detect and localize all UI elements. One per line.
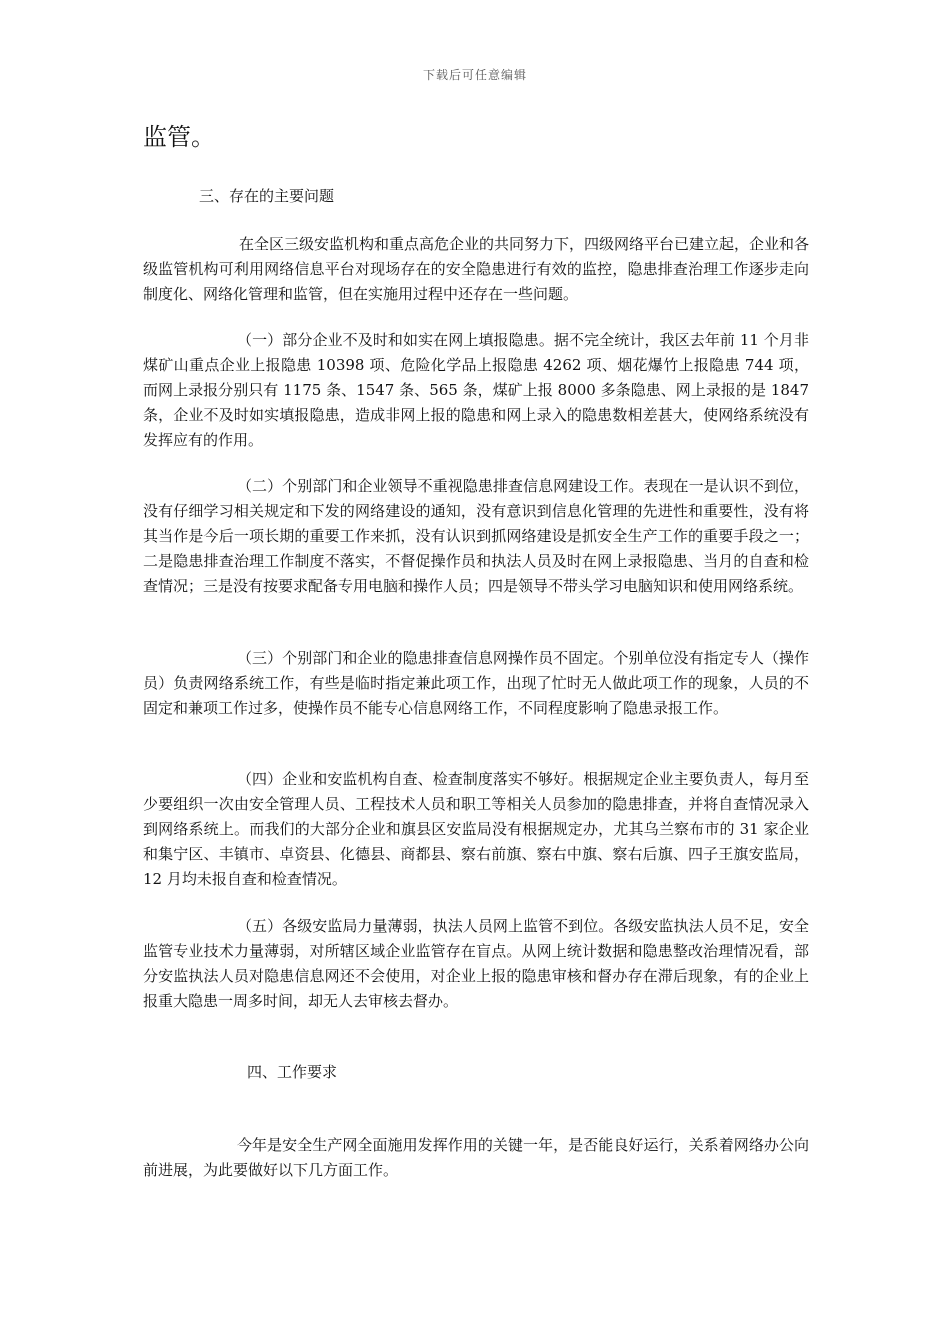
carryover-text: 监管。	[143, 123, 215, 151]
page-header-note: 下载后可任意编辑	[422, 68, 527, 82]
section-heading-requirements: 四、工作要求	[247, 1063, 338, 1081]
section3-intro-paragraph: 在全区三级安监机构和重点高危企业的共同努力下，四级网络平台已建立起，企业和各级监管机构可利用网络信息平台对现场存在的安全隐患进行有效的监控，隐患排查治理工作逐步走向制度化、网络化管理和监管，但在实施用过程中还存在一些问题。	[143, 235, 810, 303]
problem-item-3: （三）个别部门和企业的隐患排查信息网操作员不固定。个别单位没有指定专人（操作员）负责网络系统工作，有些是临时指定兼此项工作，出现了忙时无人做此项工作的现象，人员的不固定和兼项工作过多，使操作员不能专心信息网络工作，不同程度影响了隐患录报工作。	[143, 649, 809, 717]
section-heading-problems: 三、存在的主要问题	[199, 187, 335, 205]
section4-intro-paragraph: 今年是安全生产网全面施用发挥作用的关键一年，是否能良好运行，关系着网络办公向前进展，为此要做好以下几方面工作。	[143, 1136, 809, 1179]
problem-item-4: （四）企业和安监机构自查、检查制度落实不够好。根据规定企业主要负责人，每月至少要组织一次由安全管理人员、工程技术人员和职工等相关人员参加的隐患排查，并将自查情况录入到网络系统上。而我们的大部分企业和旗县区安监局没有根据规定办，尤其乌兰察布市的 31 家企业和集宁区、丰镇市、卓资县、化德县、商都县、察右前旗、察右中旗、察右后旗、四子王旗安监局，12 月均未报自查和检查情况。	[143, 770, 809, 888]
problem-item-2: （二）个别部门和企业领导不重视隐患排查信息网建设工作。表现在一是认识不到位，没有仔细学习相关规定和下发的网络建设的通知，没有意识到信息化管理的先进性和重要性，没有将其当作是今后一项长期的重要工作来抓，没有认识到抓网络建设是抓安全生产工作的重要手段之一；二是隐患排查治理工作制度不落实，不督促操作员和执法人员及时在网上录报隐患、当月的自查和检查情况；三是没有按要求配备专用电脑和操作人员；四是领导不带头学习电脑知识和使用网络系统。	[143, 477, 809, 595]
problem-item-1: （一）部分企业不及时和如实在网上填报隐患。据不完全统计，我区去年前 11 个月非煤矿山重点企业上报隐患 10398 项、危险化学品上报隐患 4262 项、烟花爆竹上报隐患 744 项，而网上录报分别只有 1175 条、1547 条、565 条，煤矿上报 8000 多条隐患、网上录报的是 1847 条，企业不及时如实填报隐患，造成非网上报的隐患和网上录入的隐患数相差甚大，使网络系统没有发挥应有的作用。	[143, 331, 809, 449]
problem-item-5: （五）各级安监局力量薄弱，执法人员网上监管不到位。各级安监执法人员不足，安全监管专业技术力量薄弱，对所辖区域企业监管存在盲点。从网上统计数据和隐患整改治理情况看，部分安监执法人员对隐患信息网还不会使用，对企业上报的隐患审核和督办存在滞后现象，有的企业上报重大隐患一周多时间，却无人去审核去督办。	[143, 917, 809, 1010]
